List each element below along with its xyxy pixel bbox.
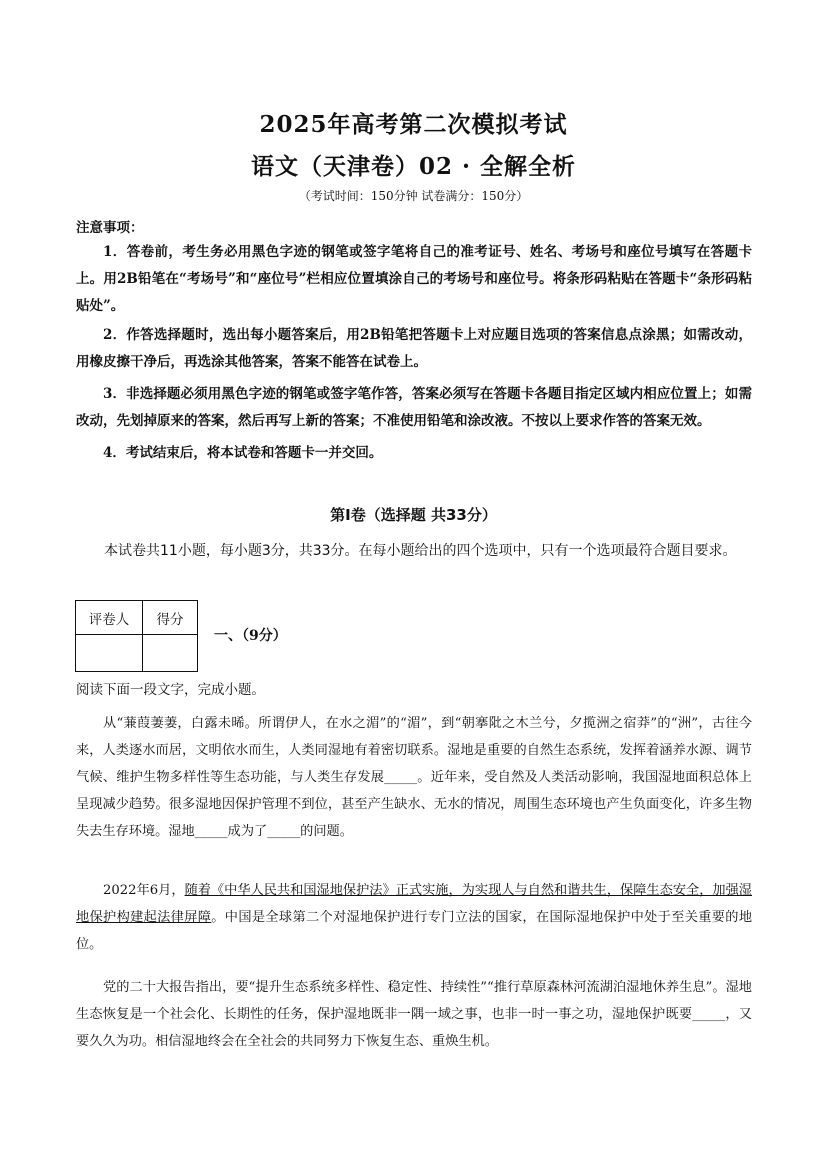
- passage-paragraph-2: [76, 877, 752, 958]
- notice-title: 注意事项：: [76, 220, 144, 236]
- exam-subtitle: 语文（天津卷）02 · 全解全析: [250, 153, 577, 180]
- score-cell: [143, 635, 198, 672]
- section-heading: 第Ⅰ卷（选择题 共33分）: [330, 506, 497, 524]
- section-intro: 本试卷共11小题，每小题3分，共33分。在每小题给出的四个选项中，只有一个选项最符合题目要求。: [104, 543, 737, 559]
- score-table: [75, 600, 198, 672]
- notice-item-1: 1．答卷前，考生务必用黑色字迹的钢笔或签字笔将自己的准考证号、姓名、考场号和座位号填写在答题卡上。用2B铅笔在“考场号”和“座位号”栏相应位置填涂自己的考场号和座位号。将条形码粘贴在答题卡“条形码粘贴处”。: [76, 244, 752, 314]
- exam-time-info: （考试时间：150分钟 试卷满分：150分）: [298, 189, 529, 203]
- passage-p2-lead: 2022年6月，: [103, 883, 185, 898]
- notice-item-2: 2．作答选择题时，选出每小题答案后，用2B铅笔把答题卡上对应题目选项的答案信息点涂黑；如需改动，用橡皮擦干净后，再选涂其他答案，答案不能答在试卷上。: [76, 327, 752, 370]
- reading-instruction: 阅读下面一段文字，完成小题。: [76, 682, 265, 698]
- passage-p2-rest: 。中国是全球第二个对湿地保护进行专门立法的国家，在国际湿地保护中处于至关重要的地位。: [76, 910, 753, 952]
- notice-item-3: 3．非选择题必须用黑色字迹的钢笔或签字笔作答，答案必须写在答题卡各题目指定区域内相应位置上；如需改动，先划掉原来的答案，然后再写上新的答案；不准使用铅笔和涂改液。不按以上要求作答的答案无效。: [76, 386, 752, 429]
- exam-title: 2025年高考第二次模拟考试: [259, 111, 568, 138]
- score-table-score-header: 得分: [143, 601, 198, 635]
- notice-item-4: 4．考试结束后，将本试卷和答题卡一并交回。: [103, 445, 383, 461]
- part-label: 一、（9分）: [214, 628, 287, 644]
- passage-paragraph-1: 从“蒹葭萋萋，白露未晞。所谓伊人，在水之湄”的“湄”，到“朝搴阰之木兰兮，夕揽洲之宿莽”的“洲”，古往今来，人类逐水而居，文明依水而生，人类同湿地有着密切联系。湿地是重要的自然生态系统，发挥着涵养水源、调节气候、维护生物多样性等生态功能，与人类生存发展_____。近年来，受自然及人类活动影响，我国湿地面积总体上呈现减少趋势。很多湿地因保护管理不到位，甚至产生缺水、无水的情况，周围生态环境也产生负面变化，许多生物失去生存环境。湿地_____成为了_____的问题。: [76, 716, 752, 839]
- passage-paragraph-3: 党的二十大报告指出，要“提升生态系统多样性、稳定性、持续性”“推行草原森林河流湖泊湿地休养生息”。湿地生态恢复是一个社会化、长期性的任务，保护湿地既非一隅一域之事，也非一时一事之功，湿地保护既要_____，又要久久为功。相信湿地终会在全社会的共同努力下恢复生态、重焕生机。: [76, 980, 752, 1049]
- underlined-sentence: 随着《中华人民共和国湿地保护法》正式实施，为实现人与自然和谐共生，保障生态安全，加强湿地保护构建起法律屏障: [76, 883, 752, 925]
- grader-cell: [76, 635, 143, 672]
- score-table-grader-header: 评卷人: [76, 601, 143, 635]
